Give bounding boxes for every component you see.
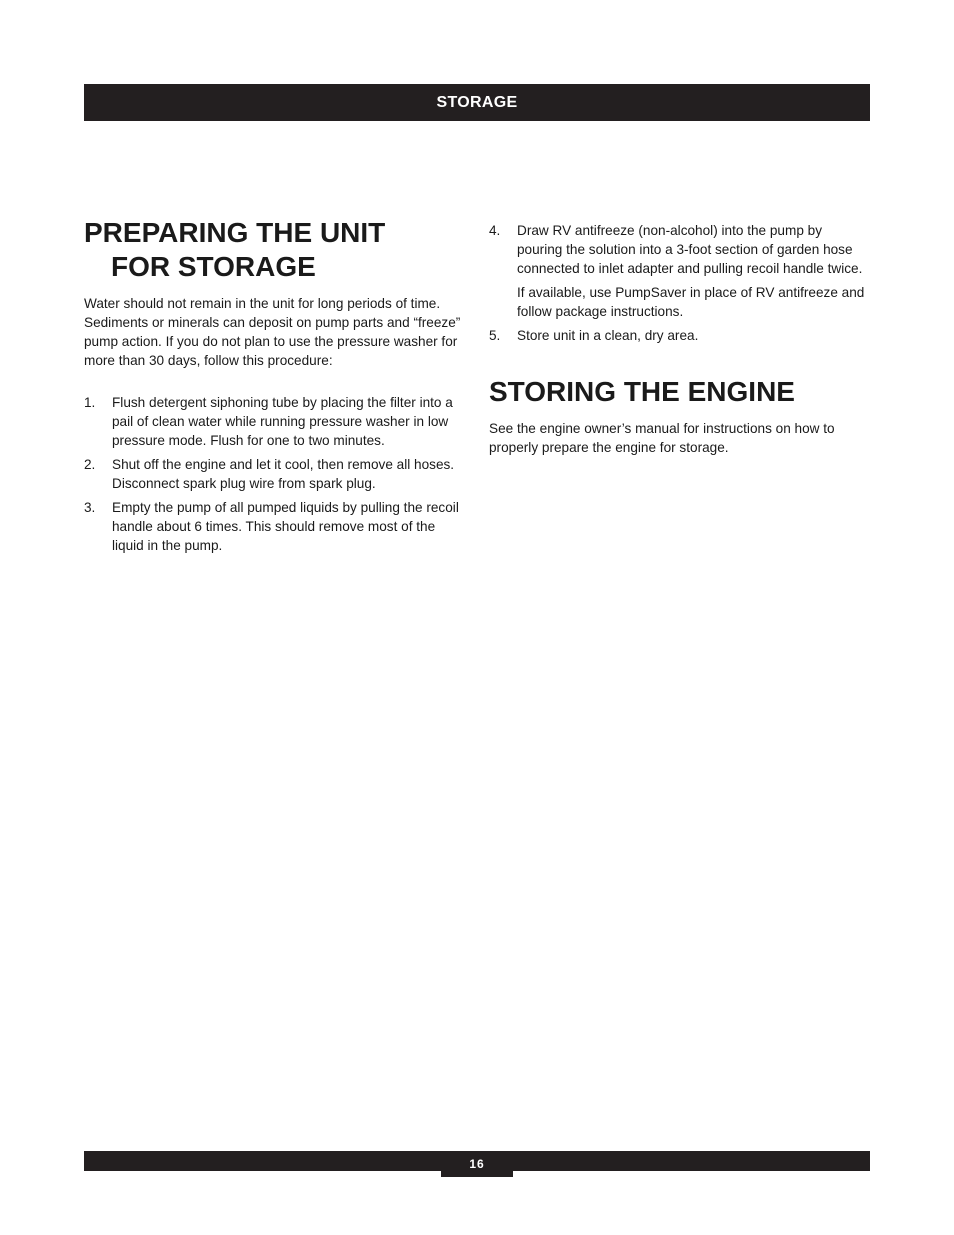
right-steps-list — [489, 221, 871, 350]
engine-paragraph: See the engine owner’s manual for instructions on how to properly prepare the engine for storage. — [489, 421, 835, 455]
intro-paragraph: Water should not remain in the unit for long periods of time. Sediments or minerals can deposit on pump parts and “freeze” pump action. If you do not plan to use the pressure washer for more than 30 days, follow this procedure: — [84, 296, 461, 368]
step-number: 1. — [84, 395, 96, 410]
list-item — [489, 326, 871, 345]
step-text: Empty the pump of all pumped liquids by pulling the recoil handle about 6 times. This should remove most of the liquid in the pump. — [112, 500, 459, 553]
list-item — [489, 221, 871, 321]
step-text: Draw RV antifreeze (non-alcohol) into the pump by pouring the solution into a 3-foot section of garden hose connected to inlet adapter and pulling recoil handle twice. — [517, 223, 863, 276]
page-number: 16 — [469, 1157, 485, 1171]
step-number: 4. — [489, 223, 501, 238]
step-text: Shut off the engine and let it cool, then remove all hoses. Disconnect spark plug wire from spark plug. — [112, 457, 455, 491]
step-text: Flush detergent siphoning tube by placing the filter into a pail of clean water while running pressure washer in low pressure mode. Flush for one to two minutes. — [112, 395, 453, 448]
step-number: 2. — [84, 457, 96, 472]
step-number: 5. — [489, 328, 501, 343]
left-steps-list — [84, 393, 466, 560]
step-number: 3. — [84, 500, 96, 515]
storing-engine-heading: STORING THE ENGINE — [489, 376, 795, 407]
page-number-box — [441, 1151, 513, 1177]
list-item — [84, 393, 466, 450]
preparing-heading — [84, 216, 385, 284]
preparing-heading-line1: PREPARING THE UNIT — [84, 217, 386, 248]
section-header-bar — [84, 84, 870, 121]
step-subtext: If available, use PumpSaver in place of RV antifreeze and follow package instructions. — [517, 285, 865, 319]
list-item — [84, 455, 466, 493]
section-title: STORAGE — [436, 93, 518, 111]
list-item — [84, 498, 466, 555]
preparing-heading-line2: FOR STORAGE — [111, 251, 316, 282]
step-text: Store unit in a clean, dry area. — [517, 328, 699, 343]
